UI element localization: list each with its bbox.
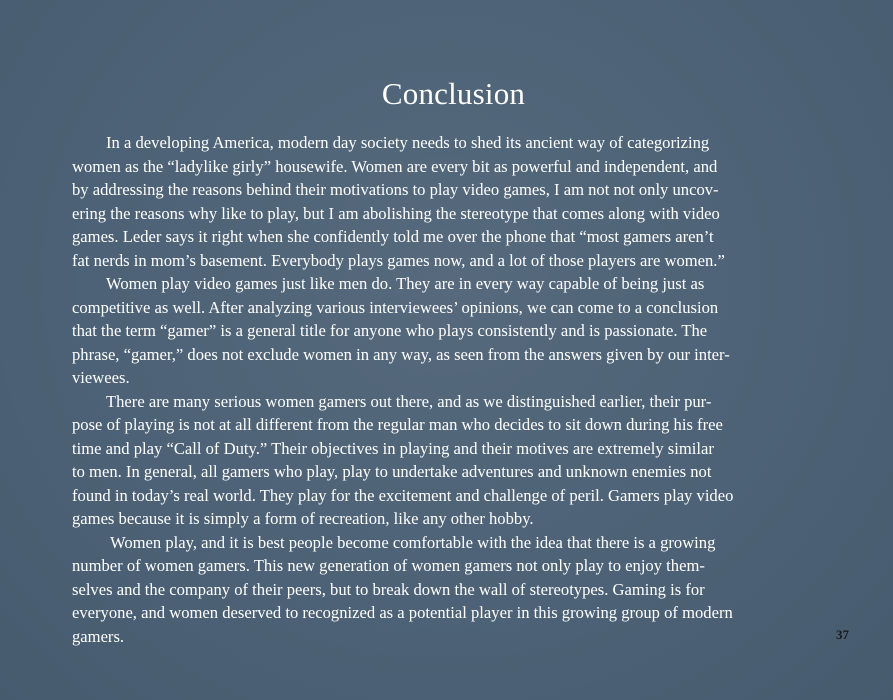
body-line: In a developing America, modern day society needs to shed its ancient way of categorizing [106, 133, 710, 152]
body-line: fat nerds in mom’s basement. Everybody plays games now, and a lot of those players are women.” [72, 250, 725, 270]
body-line: that the term “gamer” is a general title for anyone who plays consistently and is passionate. The [72, 321, 708, 340]
body-line: Women play, and it is best people become comfortable with the idea that there is a growing [110, 532, 716, 552]
body-line: everyone, and women deserved to recognized as a potential player in this growing group of modern [72, 603, 733, 622]
page-number: 37 [836, 627, 849, 642]
body-line: number of women gamers. This new generation of women gamers not only play to enjoy them- [72, 556, 705, 575]
body-line: found in today’s real world. They play for the excitement and challenge of peril. Gamers play video [72, 485, 734, 505]
body-line: to men. In general, all gamers who play, play to undertake adventures and unknown enemies not [72, 462, 712, 481]
body-line: by addressing the reasons behind their motivations to play video games, I am not not only uncov- [72, 180, 719, 199]
body-line: Women play video games just like men do. They are in every way capable of being just as [106, 274, 705, 293]
body-line: viewees. [72, 368, 130, 387]
slide-title: Conclusion [381, 76, 526, 111]
conclusion-body [72, 131, 832, 648]
body-line: gamers. [72, 626, 125, 646]
body-line: competitive as well. After analyzing various interviewees’ opinions, we can come to a conclusion [72, 297, 719, 317]
body-line: pose of playing is not at all different from the regular man who decides to sit down during his free [72, 415, 723, 434]
body-line: phrase, “gamer,” does not exclude women in any way, as seen from the answers given by our inter- [72, 344, 730, 364]
body-line: selves and the company of their peers, but to break down the wall of stereotypes. Gaming is for [72, 579, 705, 599]
body-line: There are many serious women gamers out there, and as we distinguished earlier, their pur- [106, 391, 712, 411]
body-line: time and play “Call of Duty.” Their objectives in playing and their motives are extremely similar [72, 438, 714, 458]
body-line: ering the reasons why like to play, but I am abolishing the stereotype that comes along with video [72, 203, 720, 223]
body-line: games because it is simply a form of recreation, like any other hobby. [72, 509, 534, 528]
body-line: games. Leder says it right when she confidently told me over the phone that “most gamers aren’t [72, 227, 714, 246]
body-line: women as the “ladylike girly” housewife. Women are every bit as powerful and independent, and [72, 156, 718, 176]
